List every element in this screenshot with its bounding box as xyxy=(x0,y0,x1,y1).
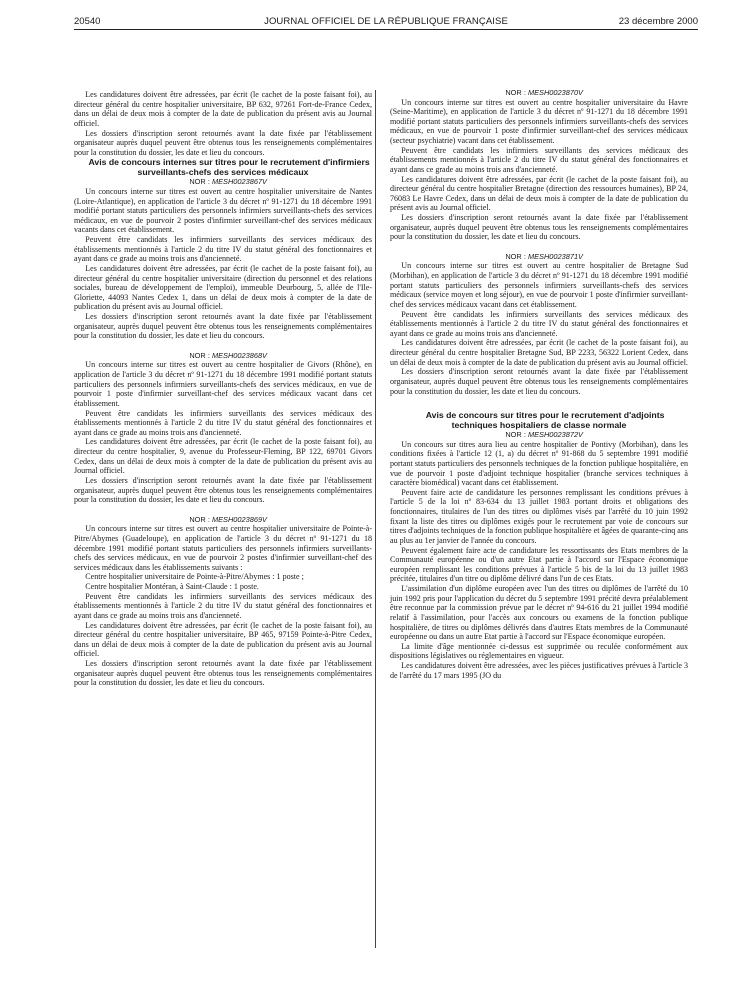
column-divider xyxy=(375,90,376,948)
paragraph: Les candidatures doivent être adressées, par écrit (le cachet de la poste faisant foi), au directeur général du centre hospitalier Bretagne (direction des ressources humaines), BP 24, 76083 Le Havre Cedex, dans un délai de deux mois à compter de la date de publication du présent avis au Journal officiel. xyxy=(390,174,688,213)
paragraph: Centre hospitalier Montéran, à Saint-Claude : 1 poste. xyxy=(85,582,259,591)
nor-reference xyxy=(74,351,372,361)
paragraph: Un concours sur titres aura lieu au centre hospitalier de Pontivy (Morbihan), dans les conditions fixées à l'article 12 (1, a) du décret nº 91-868 du 5 septembre 1991 modifié portant statuts particuliers des personnels techniques de la fonction publique hospitalière, en vue de pourvoir 1 poste d'adjoint technique hospitalier (branche services techniques à caractère biomédical) vacant dans cet établissement. xyxy=(390,439,688,488)
left-column xyxy=(74,90,372,688)
nor-code: MESH0023871V xyxy=(527,251,583,261)
publication-date: 23 décembre 2000 xyxy=(618,16,698,27)
paragraph: Les dossiers d'inscription seront retournés avant la date fixée par l'établissement organisateur, auprès duquel peuvent être obtenus tous les renseignements complémentaires pour la constitution du dossier, les date et lieu du concours. xyxy=(74,312,372,341)
paragraph: Centre hospitalier universitaire de Pointe-à-Pitre/Abymes : 1 poste ; xyxy=(85,572,304,582)
nor-label: NOR : xyxy=(189,350,210,360)
paragraph: Les dossiers d'inscription seront retournés avant la date fixée par l'établissement organisateur, auprès duquel peuvent être obtenus tous les renseignements complémentaires pour la constitution du dossier, les date et lieu du concours. xyxy=(390,213,688,242)
section-heading: Avis de concours internes sur titres pour le recrutement d'infirmiers surveillants-chefs des services médicaux xyxy=(88,157,370,178)
nor-code: MESH0023869V xyxy=(211,514,267,524)
paragraph: Un concours interne sur titres est ouvert au centre hospitalier de Givors (Rhône), en application de l'article 3 du décret nº 91-1271 du 18 décembre 1991 modifié portant statuts particuliers des personnels infirmiers surveillants-chefs des services médicaux, en vue de pourvoir 1 poste d'infirmier surveillant-chef des services médicaux vacant dans cet établissement. xyxy=(74,360,372,408)
right-column xyxy=(390,88,688,680)
journal-title: JOURNAL OFFICIEL DE LA RÉPUBLIQUE FRANÇAISE xyxy=(264,16,508,27)
nor-code: MESH0023868V xyxy=(211,350,267,360)
paragraph: Peuvent également faire acte de candidature les ressortissants des Etats membres de la Communauté européenne ou d'un autre Etat partie à l'accord sur l'Espace économique européen remplissant les conditions prévues à l'article 5 bis de la loi du 13 juillet 1983 précitée, titulaires d'un titre ou diplôme délivré dans l'un de ces Etats. xyxy=(390,545,688,584)
paragraph: Un concours interne sur titres est ouvert au centre hospitalier universitaire du Havre (Seine-Maritime), en application de l'article 3 du décret nº 91-1271 du 18 décembre 1991 modifié portant statuts particuliers des personnels infirmiers surveillants-chefs des services médicaux, en vue de pourvoir 1 poste d'infirmier surveillant-chef des services médicaux (secteur psychiatrie) vacant dans cet établissement. xyxy=(390,97,688,145)
page-header xyxy=(74,10,698,28)
section-heading: Avis de concours sur titres pour le recrutement d'adjoints techniques hospitaliers de classe normale xyxy=(425,410,665,431)
paragraph: Un concours interne sur titres est ouvert au centre hospitalier universitaire de Nantes (Loire-Atlantique), en application de l'article 3 du décret nº 91-1271 du 18 décembre 1991 modifié portant statuts particuliers des personnels infirmiers surveillants-chefs des services médicaux, en vue de pourvoir 2 postes d'infirmier surveillant-chef des services médicaux vacants dans cet établissement. xyxy=(74,186,372,235)
nor-reference xyxy=(390,430,688,440)
paragraph: Les dossiers d'inscription seront retournés avant la date fixée par l'établissement organisateur, auprès duquel peuvent être obtenus tous les renseignements complémentaires pour la constitution du dossier, les date et lieu du concours. xyxy=(74,475,372,505)
paragraph: Les dossiers d'inscription seront retournés avant la date fixée par l'établissement organisateur auprès duquel peuvent être obtenus tous les renseignements complémentaires pour la constitution du dossier, les date et lieu du concours. xyxy=(74,659,372,688)
nor-label: NOR : xyxy=(505,430,526,440)
paragraph: Les candidatures doivent être adressées, par écrit (le cachet de la poste faisant foi), au directeur général du centre hospitalier universitaire, BP 465, 97159 Pointe-à-Pitre Cedex, dans un délai de deux mois à compter de la date de publication du présent avis au Journal officiel. xyxy=(74,620,372,659)
paragraph: Les candidatures doivent être adressées, par écrit (le cachet de la poste faisant foi), au directeur du centre hospitalier, 9, avenue du Professeur-Fleming, BP 122, 69701 Givors Cedex, dans un délai de deux mois à compter de la date de publication du présent avis au Journal officiel. xyxy=(74,437,372,476)
paragraph: Les candidatures doivent être adressées, par écrit (le cachet de la poste faisant foi), au directeur général du centre hospitalier universitaire (direction du personnel et des relations sociales, bureau de développement de l'emploi), immeuble Deurbourg, 5, allée de l'Ile-Gloriette, 44093 Nantes Cedex 1, dans un délai de deux mois à compter de la date de publication du présent avis au Journal officiel. xyxy=(74,263,372,312)
nor-reference xyxy=(74,515,372,525)
paragraph: Peuvent faire acte de candidature les personnes remplissant les conditions prévues à l'article 5 de la loi nº 83-634 du 13 juillet 1983 portant droits et obligations des fonctionnaires, titulaires de l'un des titres ou diplômes visés par l'arrêté du 10 juin 1992 fixant la liste des titres ou diplômes exigés pour le recrutement par voie de concours sur titres d'adjoints techniques de la fonction publique hospitalière et âgées de quarante-cinq ans au plus au 1er janvier de l'année du concours. xyxy=(390,487,688,545)
paragraph: Peuvent être candidats les infirmiers surveillants des services médicaux des établissements mentionnés à l'article 2 du titre IV du statut général des fonctionnaires et ayant dans ce grade au moins trois ans d'ancienneté. xyxy=(390,309,688,338)
paragraph: La limite d'âge mentionnée ci-dessus est supprimée ou reculée conformément aux dispositions législatives ou réglementaires en vigueur. xyxy=(390,641,688,661)
paragraph: Un concours interne sur titres est ouvert au centre hospitalier universitaire de Pointe-à-Pitre/Abymes (Guadeloupe), en application de l'article 3 du décret nº 91-1271 du 18 décembre 1991 modifié portant statuts particuliers des personnels infirmiers surveillants-chefs des services médicaux, en vue de pourvoir 2 postes d'infirmier surveillant-chef des services médicaux dans les établissements suivants : xyxy=(74,524,372,572)
nor-reference xyxy=(390,88,688,98)
page-number: 20540 xyxy=(74,16,101,27)
paragraph: Un concours interne sur titres est ouvert au centre hospitalier de Bretagne Sud (Morbihan), en application de l'article 3 du décret nº 91-1271 du 18 décembre 1991 modifié portant statuts particuliers des personnels infirmiers surveillants-chefs des services médicaux (service moyen et long séjour), en vue de pourvoir 1 poste d'infirmier surveillant-chef des services médicaux vacant dans cet établissement. xyxy=(390,261,688,309)
paragraph: Les dossiers d'inscription seront retournés avant la date fixée par l'établissement organisateur, auprès duquel peuvent être obtenus tous les renseignements complémentaires pour la constitution du dossier, les date et lieu du concours. xyxy=(390,367,688,396)
paragraph: Les candidatures doivent être adressées, par écrit (le cachet de la poste faisant foi), au directeur général du centre hospitalier Bretagne Sud, BP 2233, 56322 Lorient Cedex, dans un délai de deux mois à compter de la date de publication du présent avis au Journal officiel. xyxy=(390,338,688,367)
nor-label: NOR : xyxy=(505,251,526,261)
nor-code: MESH0023870V xyxy=(527,88,583,97)
nor-label: NOR : xyxy=(189,177,210,187)
paragraph: Peuvent être candidats les infirmiers surveillants des services médicaux des établissements mentionnés à l'article 2 du titre IV du statut général des fonctionnaires et ayant dans ce grade au moins trois ans d'ancienneté. xyxy=(74,235,372,264)
nor-label: NOR : xyxy=(505,88,526,97)
paragraph: Les candidatures doivent être adressées, par écrit (le cachet de la poste faisant foi), au directeur général du centre hospitalier universitaire, BP 632, 97261 Fort-de-France Cedex, dans un délai de deux mois à compter de la date de publication du présent avis au Journal officiel. xyxy=(74,90,372,128)
paragraph: Les candidatures doivent être adressées, avec les pièces justificatives prévues à l'article 3 de l'arrêté du 17 mars 1995 (JO du xyxy=(390,661,688,680)
nor-code: MESH0023872V xyxy=(527,430,583,440)
paragraph: Peuvent être candidats les infirmiers surveillants des services médicaux des établissements mentionnés à l'article 2 du titre IV du statut général des fonctionnaires et ayant dans ce grade au moins trois ans d'ancienneté. xyxy=(74,591,372,620)
paragraph: Peuvent être candidats les infirmiers surveillants des services médicaux des établissements mentionnés à l'article 2 du titre IV du statut général des fonctionnaires et ayant dans ce grade au moins trois ans d'ancienneté. xyxy=(74,408,372,437)
paragraph: Les dossiers d'inscription seront retournés avant la date fixée par l'établissement organisateur auprès duquel peuvent être obtenus tous les renseignements complémentaires pour la constitution du dossier, les date et lieu du concours. xyxy=(74,128,372,157)
nor-reference xyxy=(74,177,372,187)
nor-reference xyxy=(390,252,688,262)
nor-label: NOR : xyxy=(189,514,210,524)
nor-code: MESH0023867V xyxy=(211,177,267,187)
header-rule xyxy=(74,29,698,30)
paragraph: Peuvent être candidats les infirmiers surveillants des services médicaux des établissements mentionnés à l'article 2 du titre IV du statut général des fonctionnaires et ayant dans ce grade au moins trois ans d'ancienneté. xyxy=(390,145,688,174)
paragraph: L'assimilation d'un diplôme européen avec l'un des titres ou diplômes de l'arrêté du 10 juin 1992 pris pour l'application du décret du 5 septembre 1991 précité devra préalablement être reconnue par la commission prévue par le décret nº 94-616 du 21 juillet 1994 modifié relatif à l'assimilation, pour l'accès aux concours ou examens de la fonction publique hospitalière, de titres ou diplômes délivrés dans d'autres Etats membres de la Communauté européenne ou dans un autre Etat partie à l'accord sur l'Espace économique européen. xyxy=(390,584,688,642)
